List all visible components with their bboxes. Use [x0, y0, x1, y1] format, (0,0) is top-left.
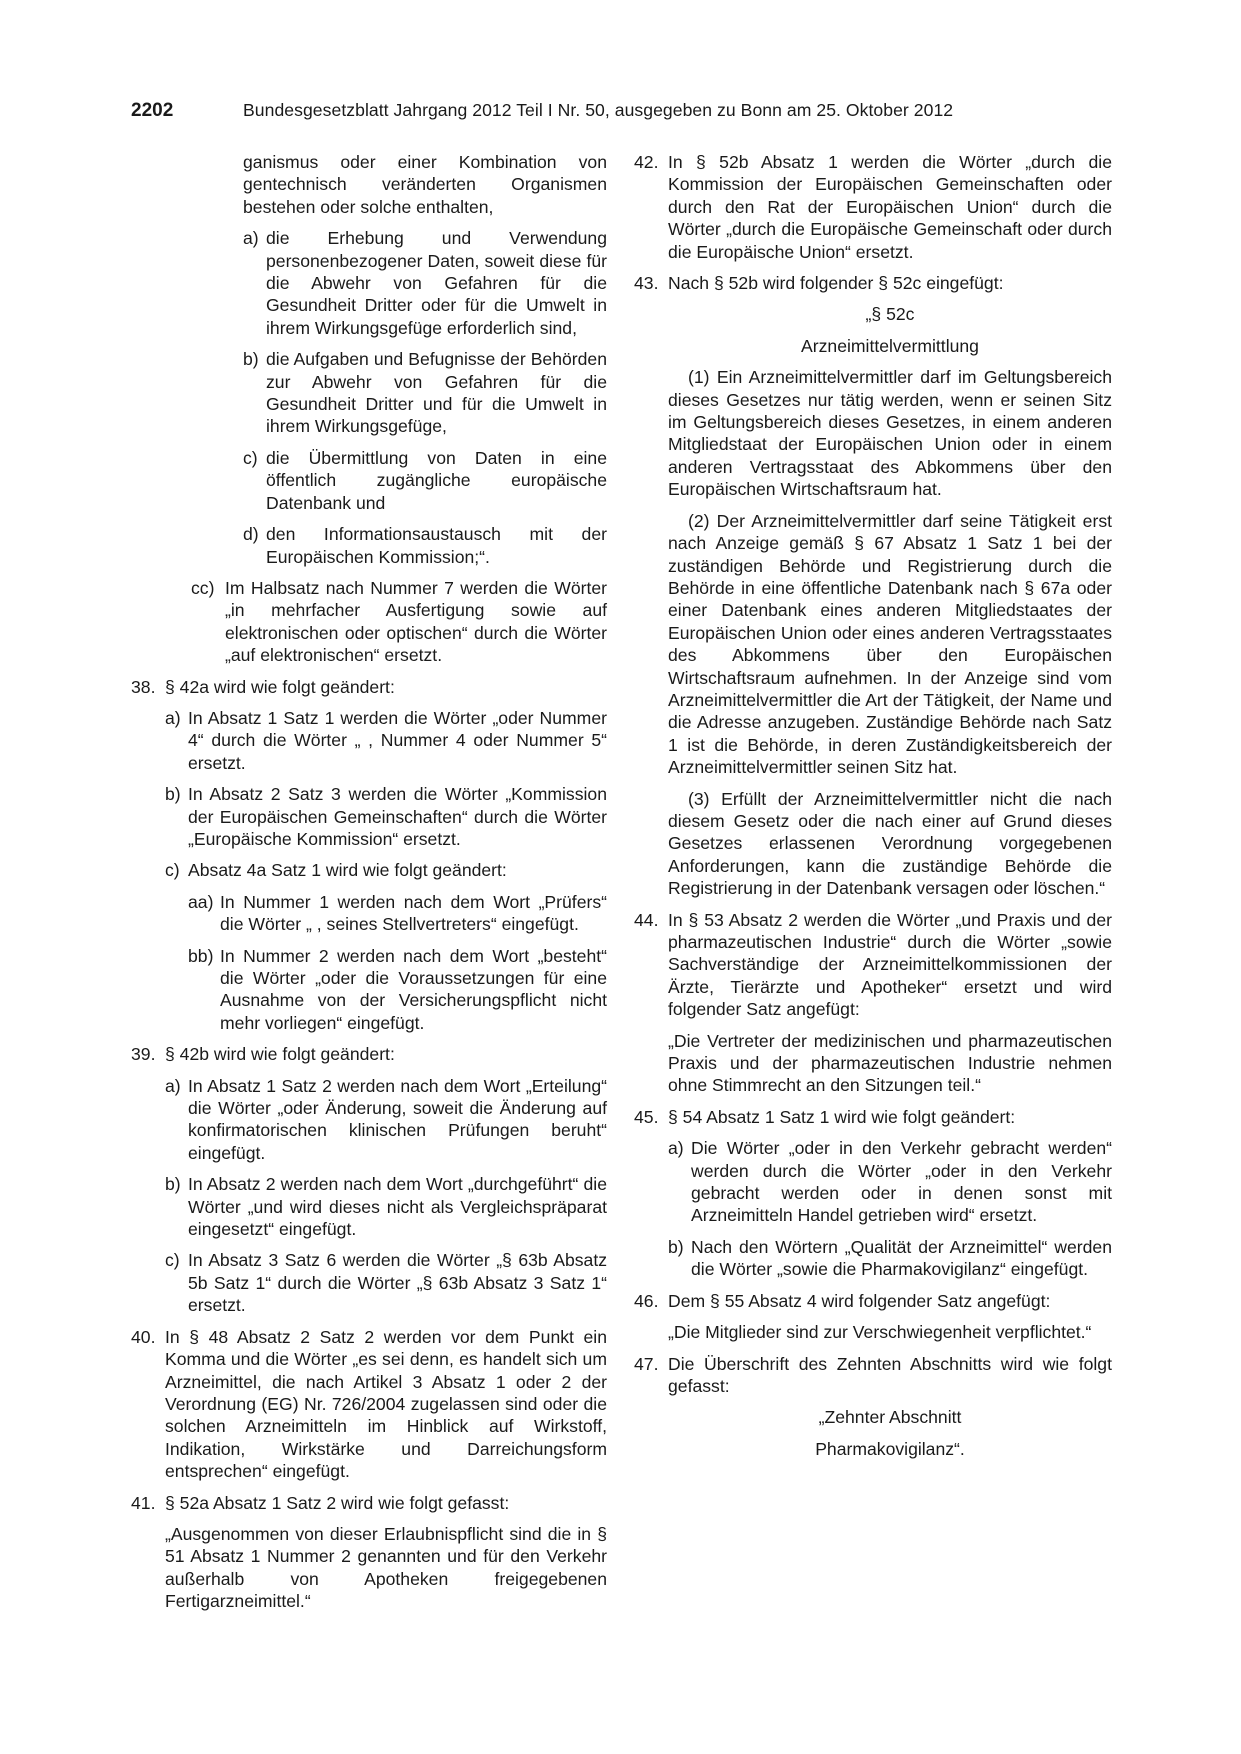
item-text: § 54 Absatz 1 Satz 1 wird wie folgt geändert:: [668, 1106, 1016, 1127]
numbered-item-44: [634, 909, 1112, 1021]
section-paragraph-1: (1) Ein Arzneimittelvermittler darf im Geltungsbereich dieses Gesetzes nur tätig werden, wenn er seinen Sitz im Geltungsbereich dieses Gesetzes, in einem anderen Mitgliedstaat der Europäischen Union oder in einem anderen Vertragsstaat des Abkommens über den Europäischen Wirtschaftsraum hat.: [668, 367, 1112, 500]
item-text: In Absatz 2 Satz 3 werden die Wörter „Kommission der Europäischen Gemeinschaften“ durch die Wörter „Europäische Kommission“ ersetzt.: [188, 784, 607, 849]
item-number: 47.: [634, 1353, 659, 1374]
quoted-text: „Ausgenommen von dieser Erlaubnispflicht sind die in § 51 Absatz 1 Nummer 2 genannten und für den Verkehr außerhalb von Apotheken freigegebenen Fertigarzneimittel.“: [165, 1523, 607, 1612]
list-item: [165, 1173, 607, 1240]
list-item: [188, 945, 607, 1035]
item-label: cc): [191, 577, 215, 598]
item-label: b): [243, 349, 259, 370]
numbered-item-45: [634, 1106, 1112, 1128]
numbered-item-41: [131, 1492, 607, 1514]
item-number: 41.: [131, 1492, 156, 1513]
quoted-text: „Die Vertreter der medizinischen und pharmazeutischen Praxis und der pharmazeutischen Industrie nehmen ohne Stimmrecht an den Sitzungen teil.“: [668, 1030, 1112, 1096]
section-number: „§ 52c: [865, 304, 915, 325]
list-item: [165, 1075, 607, 1165]
item-label: a): [668, 1138, 684, 1159]
list-item: [243, 227, 607, 339]
item-number: 38.: [131, 676, 156, 697]
item-label: aa): [188, 891, 214, 912]
item-label: c): [165, 1250, 180, 1271]
item-label: b): [165, 1174, 181, 1195]
continuation-text: ganismus oder einer Kombination von gentechnisch veränderten Organismen bestehen oder solche enthalten,: [243, 152, 607, 217]
numbered-item-38: [131, 676, 607, 698]
item-text: In § 53 Absatz 2 werden die Wörter „und Praxis und der pharmazeutischen Industrie“ durch die Wörter „sowie Sachverständige der Arzneimittelkommissionen der Ärzte, Tierärzte und Apotheker“ ersetzt und wird folgender Satz angefügt:: [668, 909, 1112, 1020]
item-text: Dem § 55 Absatz 4 wird folgender Satz angefügt:: [668, 1290, 1051, 1311]
item-label: b): [668, 1236, 684, 1257]
list-a: [243, 227, 607, 568]
item-text: den Informationsaustausch mit der Europäischen Kommission;“.: [266, 524, 607, 567]
numbered-item-42: [634, 151, 1112, 263]
item-label: b): [165, 784, 181, 805]
item-number: 40.: [131, 1326, 156, 1347]
item-label: a): [165, 707, 181, 728]
running-head: Bundesgesetzblatt Jahrgang 2012 Teil I Nr. 50, ausgegeben zu Bonn am 25. Oktober 2012: [243, 100, 954, 120]
list-item: [165, 783, 607, 850]
list-item: [668, 1137, 1112, 1227]
sublist-39: [165, 1075, 607, 1317]
item-text: die Übermittlung von Daten in eine öffentlich zugängliche europäische Datenbank und: [266, 447, 607, 513]
item-number: 46.: [634, 1290, 659, 1311]
item-text: In Absatz 1 Satz 1 werden die Wörter „oder Nummer 4“ durch die Wörter „ , Nummer 4 oder Nummer 5“ ersetzt.: [188, 707, 607, 773]
item-text: Nach den Wörtern „Qualität der Arzneimittel“ werden die Wörter „sowie die Pharmakovigilanz“ eingefügt.: [691, 1236, 1112, 1280]
item-text: § 52a Absatz 1 Satz 2 wird wie folgt gefasst:: [165, 1492, 510, 1513]
page-number: 2202: [131, 100, 174, 121]
item-text: Die Wörter „oder in den Verkehr gebracht werden“ werden durch die Wörter „oder in den Verkehr gebracht werden oder in denen sonst mit Arzneimitteln Handel getrieben wird“ ersetzt.: [691, 1138, 1112, 1226]
item-number: 44.: [634, 909, 659, 930]
item-number: 42.: [634, 152, 659, 172]
chapter-title: Pharmakovigilanz“.: [815, 1438, 965, 1459]
item-text: In Nummer 2 werden nach dem Wort „besteht“ die Wörter „oder die Voraussetzungen für eine Ausnahme von der Versicherungspflicht nicht mehr vorliegen“ eingefügt.: [220, 945, 607, 1033]
list-item: [165, 707, 607, 774]
section-title: Arzneimittelvermittlung: [801, 335, 979, 356]
item-label: c): [165, 860, 180, 881]
item-text: § 42a wird wie folgt geändert:: [165, 676, 395, 697]
item-text: Nach § 52b wird folgender § 52c eingefügt:: [668, 273, 1004, 294]
left-column: [131, 151, 607, 1622]
item-text: Absatz 4a Satz 1 wird wie folgt geändert:: [188, 860, 507, 881]
list-item: [668, 1236, 1112, 1281]
item-label: a): [165, 1075, 181, 1096]
list-item-cc: [191, 577, 607, 667]
item-number: 45.: [634, 1106, 659, 1127]
right-column: [634, 151, 1112, 1469]
numbered-item-47: [634, 1353, 1112, 1398]
list-item: [243, 348, 607, 438]
chapter-heading: „Zehnter Abschnitt: [818, 1407, 962, 1428]
numbered-item-43: [634, 272, 1112, 294]
numbered-item-46: [634, 1290, 1112, 1312]
list-item: [243, 523, 607, 568]
item-number: 43.: [634, 273, 659, 294]
item-label: c): [243, 447, 258, 468]
item-label: bb): [188, 945, 214, 966]
item-text: In Absatz 1 Satz 2 werden nach dem Wort „Erteilung“ die Wörter „oder Änderung, soweit die Änderung auf konfirmatorischen klinischen Prüfungen beruht“ eingefügt.: [188, 1075, 607, 1163]
list-item: [188, 891, 607, 936]
sublist-45: [668, 1137, 1112, 1280]
numbered-item-39: [131, 1043, 607, 1065]
sublist-38: [165, 707, 607, 1034]
item-text: die Aufgaben und Befugnisse der Behörden zur Abwehr von Gefahren für die Gesundheit Dritter und für die Umwelt in ihrem Wirkungsgefüge,: [266, 349, 607, 437]
item-text: Im Halbsatz nach Nummer 7 werden die Wörter „in mehrfacher Ausfertigung sowie auf elektronischen oder optischen“ durch die Wörter „auf elektronischen“ ersetzt.: [225, 577, 607, 666]
item-label: a): [243, 228, 259, 249]
list-item: [243, 447, 607, 514]
item-text: Die Überschrift des Zehnten Abschnitts wird wie folgt gefasst:: [668, 1353, 1112, 1396]
item-text: In Absatz 3 Satz 6 werden die Wörter „§ 63b Absatz 5b Satz 1“ durch die Wörter „§ 63b Absatz 3 Satz 1“ ersetzt.: [188, 1250, 607, 1316]
page-header: [131, 100, 1111, 130]
numbered-item-40: [131, 1326, 607, 1483]
section-paragraph-2: (2) Der Arzneimittelvermittler darf seine Tätigkeit erst nach Anzeige gemäß § 67 Absatz 1 Satz 1 bei der zuständigen Behörde und Registrierung durch die Behörde in eine öffentliche Datenbank nach § 67a oder einer Datenbank eines anderen Mitgliedstaates der Europäischen Union oder eines anderen Vertragsstaates des Abkommens über den Europäischen Wirtschaftsraum aufnehmen. In der Anzeige sind vom Arzneimittelvermittler die Art der Tätigkeit, der Name und die Adresse anzugeben. Zuständige Behörde nach Satz 1 ist die Behörde, in deren Zuständigkeitsbereich der Arzneimittelvermittler seinen Sitz hat.: [668, 510, 1112, 778]
item-text: In § 52b Absatz 1 werden die Wörter „durch die Kommission der Europäischen Gemeinschaften oder durch den Rat der Europäischen Union“ durch die Wörter „durch die Europäische Gemeinschaft oder durch die Europäische Union“ ersetzt.: [668, 152, 1112, 262]
item-text: In Absatz 2 werden nach dem Wort „durchgeführt“ die Wörter „und wird dieses nicht als Vergleichspräparat eingesetzt“ eingefügt.: [188, 1174, 607, 1240]
item-label: d): [243, 524, 259, 545]
item-text: § 42b wird wie folgt geändert:: [165, 1044, 395, 1065]
item-text: die Erhebung und Verwendung personenbezogener Daten, soweit diese für die Abwehr von Gefahren für die Gesundheit Dritter oder für die Umwelt in ihrem Wirkungsgefüge erforderlich sind,: [266, 228, 607, 338]
item-text: In § 48 Absatz 2 Satz 2 werden vor dem Punkt ein Komma und die Wörter „es sei denn, es handelt sich um Arzneimittel, die nach Artikel 3 Absatz 1 oder 2 der Verordnung (EG) Nr. 726/2004 zugelassen sind oder die solchen Arzneimitteln im Hinblick auf Wirkstoff, Indikation, Wirkstärke und Darreichungsform entsprechen“ eingefügt.: [165, 1326, 607, 1482]
quoted-text: „Die Mitglieder sind zur Verschwiegenheit verpflichtet.“: [668, 1322, 1092, 1343]
list-item: [165, 1249, 607, 1316]
list-item: [165, 859, 607, 881]
section-paragraph-3: (3) Erfüllt der Arzneimittelvermittler nicht die nach diesem Gesetz oder die nach einer auf Grund dieses Gesetzes erlassenen Verordnung vorgegebenen Anforderungen, kann die zuständige Behörde die Registrierung in der Datenbank versagen oder löschen.“: [668, 788, 1112, 899]
item-number: 39.: [131, 1044, 156, 1065]
sublist-38c: [188, 891, 607, 1034]
item-text: In Nummer 1 werden nach dem Wort „Prüfers“ die Wörter „ , seines Stellvertreters“ eingefügt.: [220, 891, 607, 935]
